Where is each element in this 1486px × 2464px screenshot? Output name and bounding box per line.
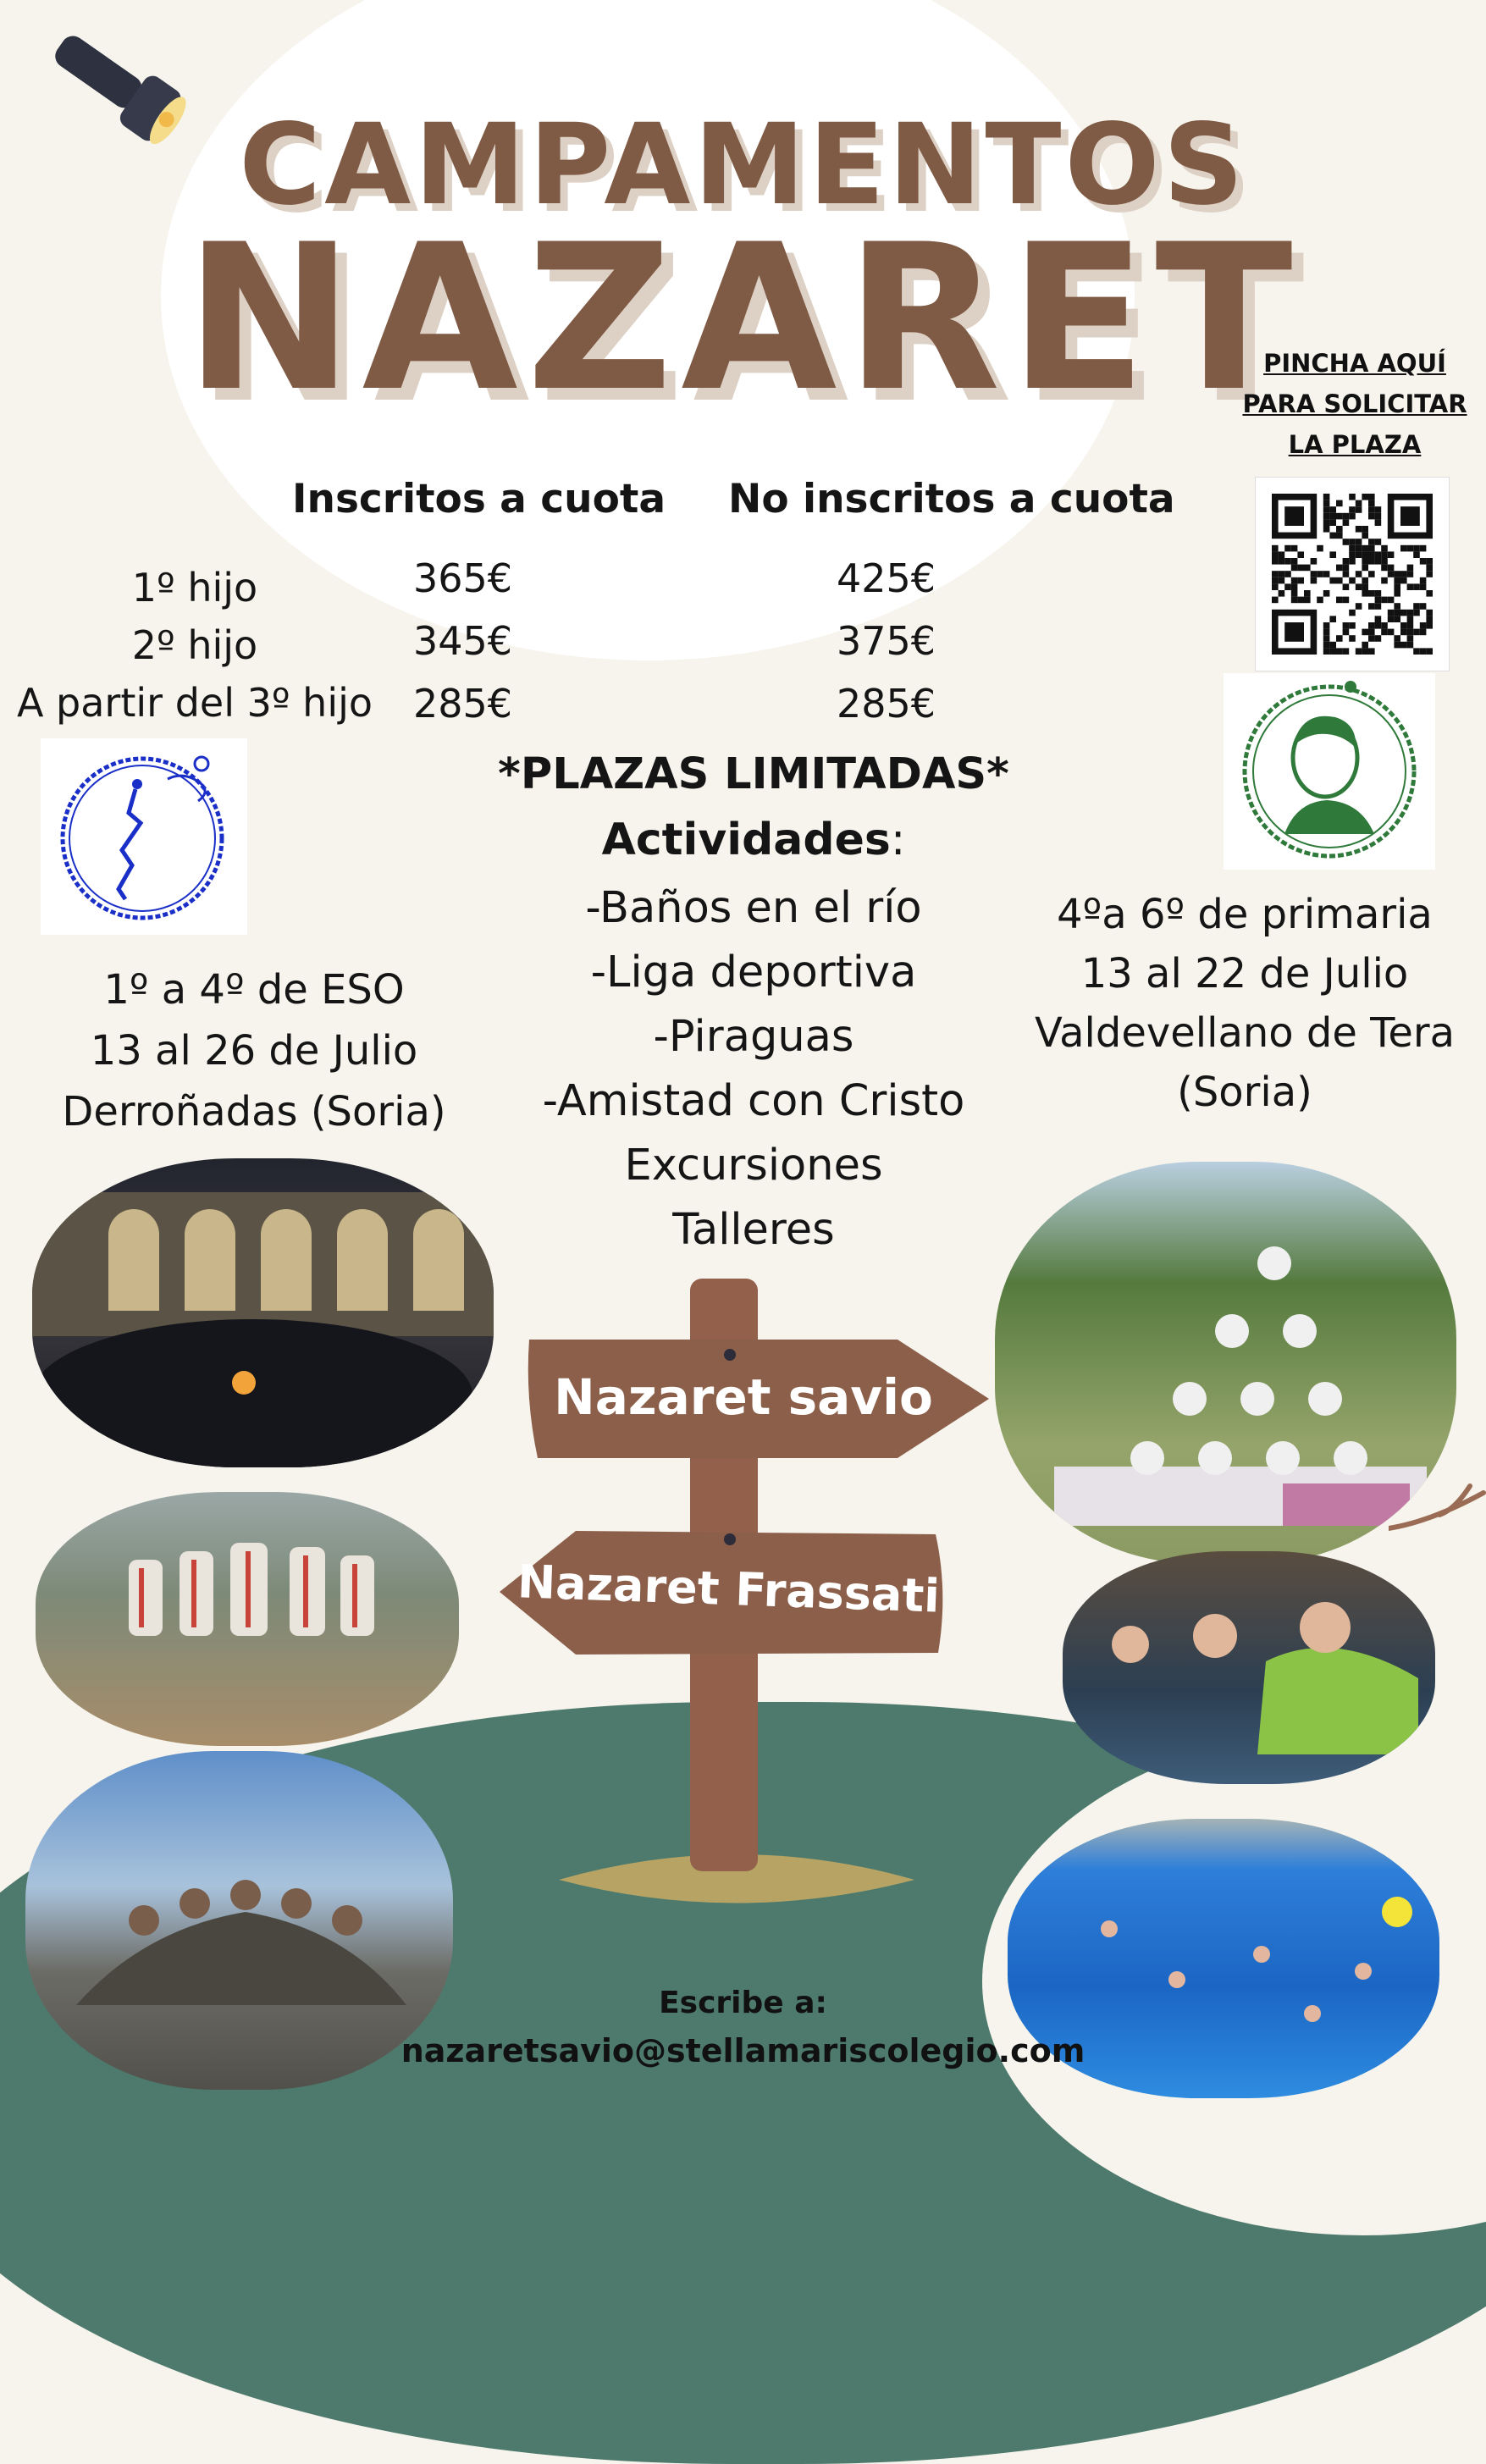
savio-location: Valdevellano de Tera [1034,1009,1456,1057]
fee-non-members-1: 425€ [837,555,936,601]
savio-info [999,885,1486,1122]
signpost [474,1270,1016,1931]
fee-label-1: 1º hijo [131,565,258,610]
signup-line-3: LA PLAZA [1288,430,1422,459]
activities-list [449,876,1058,1262]
qr-code-graphic [1256,478,1449,671]
limited-places: *PLAZAS LIMITADAS* [498,749,1009,799]
frassati-logo [41,738,247,935]
fees-header-non-members: No inscritos a cuota [728,476,1175,522]
frassati-grades: 1º a 4º de ESO [103,966,405,1014]
fee-non-members-2: 375€ [837,618,936,664]
frassati-info [34,959,474,1142]
photo-sleeping-bags [1063,1551,1435,1784]
fees-header-members: Inscritos a cuota [292,476,666,522]
contact-email[interactable]: nazaretsavio@stellamariscolegio.com [401,2032,1085,2069]
photo-pyramid [995,1162,1456,1564]
fee-members-2: 345€ [413,618,513,664]
sign-frassati: Nazaret Frassati [517,1555,941,1623]
activity-item: Talleres [672,1205,835,1255]
qr-code[interactable] [1255,477,1450,671]
savio-grades: 4ºa 6º de primaria [1057,891,1433,938]
savio-dates: 13 al 22 de Julio [1080,950,1409,997]
savio-province: (Soria) [1177,1069,1312,1116]
frassati-dates: 13 al 26 de Julio [90,1027,418,1075]
branch-icon [1389,1478,1486,1545]
fee-label-3: A partir del 3º hijo [16,680,373,726]
sign-savio: Nazaret savio [554,1368,933,1426]
signup-line-1: PINCHA AQUÍ [1263,349,1446,378]
activity-item: -Amistad con Cristo [542,1076,965,1126]
photo-campfire [32,1158,494,1467]
contact-label: Escribe a: [659,1986,827,2020]
signup-line-2: PARA SOLICITAR [1242,389,1467,418]
activities-colon: : [890,815,906,865]
fee-label-2: 2º hijo [131,622,258,668]
activity-item: -Piraguas [653,1012,854,1062]
fee-non-members-3: 285€ [837,681,936,726]
fee-members-1: 365€ [413,555,513,601]
savio-logo [1224,673,1435,870]
frassati-location: Derroñadas (Soria) [62,1088,446,1135]
photo-team [36,1492,459,1746]
activity-item: Excursiones [624,1141,883,1191]
signup-link[interactable] [1228,343,1482,465]
fee-members-3: 285€ [413,681,513,726]
activities-title: Actividades [601,815,891,865]
title-nazaret: NAZARET [185,202,1301,436]
activity-item: -Liga deportiva [590,947,917,997]
title-campamentos: CAMPAMENTOS [239,100,1247,230]
activity-item: -Baños en el río [585,883,922,933]
activities-heading [449,815,1058,865]
